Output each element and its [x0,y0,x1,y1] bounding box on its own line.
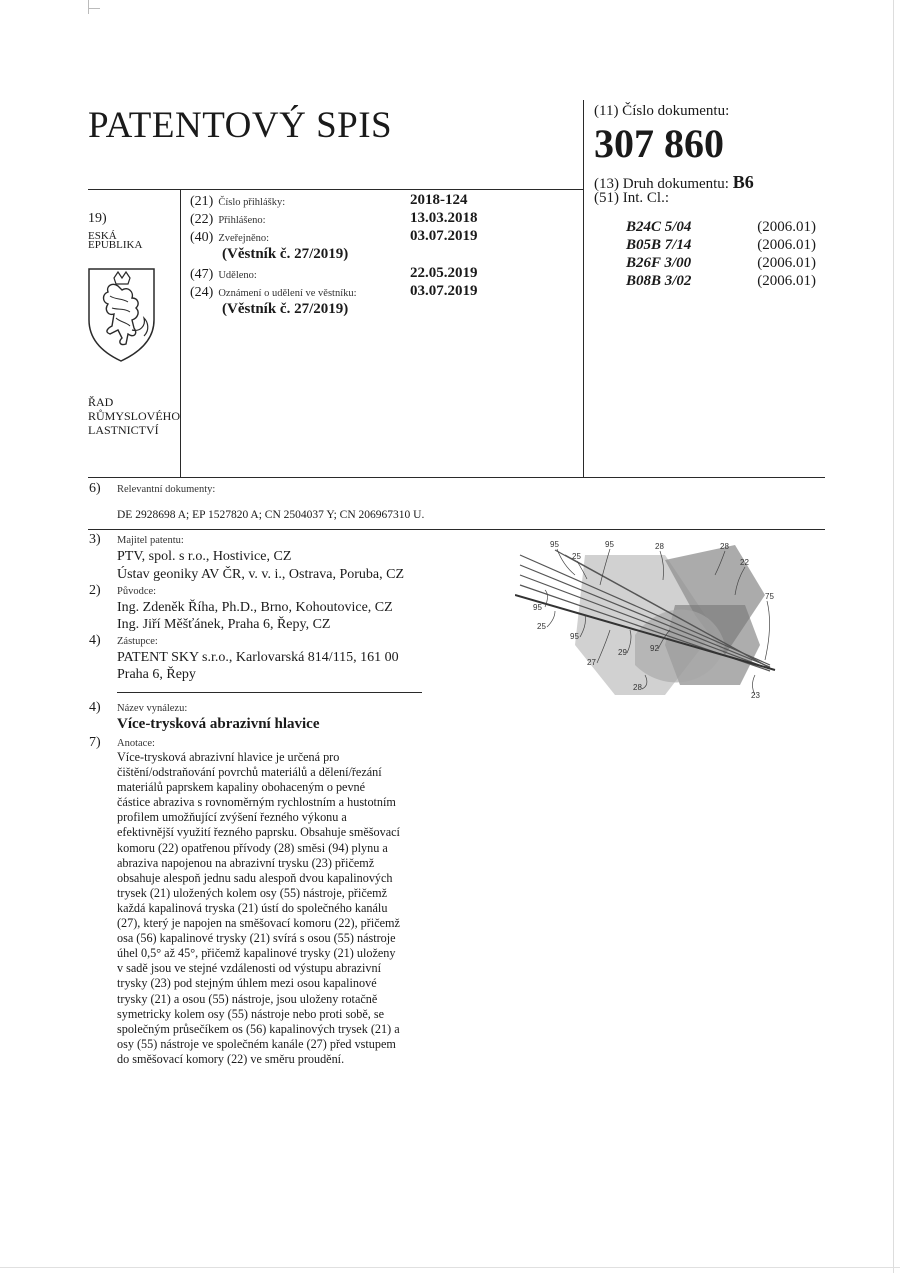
abstract-line: úhel 0,5° až 45°, přičemž kapalinové trysky (21) uloženy [117,946,396,961]
classification-code: B24C 5/04 [626,219,692,235]
doc-type: B6 [732,172,754,192]
grant-notice-bulletin: (Věstník č. 27/2019) [222,301,349,317]
biblio-code: (21) [190,194,214,209]
classification-row [626,219,816,236]
biblio-label: Uděleno: [218,270,257,281]
abstract-line: materiálů paprskem kapaliny obohaceným o pevné [117,780,366,795]
grant-date: 22.05.2019 [410,265,478,281]
office-line-2: RŮMYSLOVÉHO [88,409,181,423]
classification-year: (2006.01) [757,237,816,253]
figure-reference-label: 92 [650,644,659,653]
scan-mark [88,0,89,14]
inventor-label: Původce: [117,586,157,597]
classification-row [626,237,816,254]
figure-reference-label: 28 [720,542,729,551]
figure-reference-label: 25 [572,552,581,561]
filing-date: 13.03.2018 [410,210,478,226]
classification-code: B05B 7/14 [626,237,692,253]
biblio-label: Oznámení o udělení ve věstníku: [218,288,357,299]
agent-line: PATENT SKY s.r.o., Karlovarská 814/115, 161 00 [117,650,399,665]
classification-code: B26F 3/00 [626,255,692,271]
abstract-line: společným průsečíkem os (56) kapalinových trysek (21) a [117,1021,400,1036]
country-code: 19) [88,211,107,226]
biblio-top-rule [88,189,583,190]
abstract-line: trysky (21) a osou (55) nástroje, jsou uloženy rotačně [117,991,378,1006]
abstract-line: osa (56) kapalinové trysky (21) svírá s osou (55) nástroje [117,931,396,946]
biblio-code: (22) [190,212,214,227]
int-cl-label: (51) Int. Cl.: [594,190,669,206]
abstract-line: v sadě jsou ve stejné vzdálenosti od výstupu abrazivní [117,961,382,976]
scan-edge [0,1267,900,1268]
figure-reference-label: 95 [605,540,614,549]
classification-row [626,273,816,290]
figure-reference-label: 25 [537,622,546,631]
biblio-label: Přihlášeno: [218,215,266,226]
figure-reference-label: 22 [740,558,749,567]
agent-rule [117,692,422,693]
biblio-row-22 [190,212,266,228]
abstract-line: obsahuje alespoň jednu sadu alespoň dvou kapalinových [117,870,393,885]
coat-of-arms-emblem [88,268,156,367]
figure-reference-label: 23 [751,691,760,700]
country-line-2: EPUBLIKA [88,239,143,251]
biblio-row-40 [190,230,269,246]
abstract-line: symetricky kolem osy (55) nástroje nebo proti sobě, se [117,1006,385,1021]
header-divider [583,100,584,477]
doc-number: 307 860 [594,121,724,166]
figure-reference-label: 27 [587,658,596,667]
abstract-label: Anotace: [117,738,155,749]
agent-num: 4) [89,633,101,648]
agent-line: Praha 6, Řepy [117,667,196,682]
abstract-line: osy (55) nástroje ve společném kanále (27) před vstupem [117,1036,396,1051]
biblio-code: (47) [190,267,214,282]
grant-notice-date: 03.07.2019 [410,283,478,299]
figure-reference-label: 29 [618,648,627,657]
invention-label: Název vynálezu: [117,703,188,714]
abstract-line: trysky (23) pod stejným úhlem mezi osou kapalinové [117,976,377,991]
figure-reference-label: 28 [633,683,642,692]
abstract-line: abraziva napojenou na abrazivní trysku (23) přičemž [117,855,375,870]
biblio-row-24 [190,285,357,301]
abstract-line: (27), který je napojen na směšovací komoru (22), přičemž [117,916,400,931]
country-line-1: ESKÁ [88,230,117,242]
figure-reference-label: 75 [765,592,774,601]
publication-bulletin: (Věstník č. 27/2019) [222,246,349,262]
relevant-label: Relevantní dokumenty: [117,484,216,495]
abstract-text [117,750,432,1067]
scan-edge [893,0,894,1273]
abstract-line: trysek (21) uložených kolem osy (55) nástroje, přičemž [117,885,388,900]
agent-label: Zástupce: [117,636,158,647]
office-line-1: ŘAD [88,395,114,409]
figure-reference-label: 95 [570,632,579,641]
abstract-line: každá kapalinová tryska (21) ústí do společného kanálu [117,900,388,915]
classification-year: (2006.01) [757,273,816,289]
abstract-line: do směšovací komory (22) ve směru proudění. [117,1051,345,1066]
owner-line: Ústav geoniky AV ČR, v. v. i., Ostrava, Poruba, CZ [117,567,404,582]
biblio-label: Zveřejněno: [218,233,270,244]
inventor-line: Ing. Jiří Měšťánek, Praha 6, Řepy, CZ [117,617,331,632]
document-title: PATENTOVÝ SPIS [88,105,393,146]
owner-label: Majitel patentu: [117,535,184,546]
doc-number-label: (11) Číslo dokumentu: [594,103,730,119]
relevant-num: 6) [89,481,101,496]
classification-code: B08B 3/02 [626,273,692,289]
abstract-line: Více-trysková abrazivní hlavice je určená pro [117,750,340,764]
application-number: 2018-124 [410,192,468,208]
figure-reference-label: 28 [655,542,664,551]
abstract-line: čištění/odstraňování povrchů materiálů a dělení/řezání [117,765,382,780]
invention-title: Více-trysková abrazivní hlavice [117,716,320,732]
classification-year: (2006.01) [757,255,816,271]
biblio-row-47 [190,267,257,283]
biblio-row-21 [190,194,285,210]
biblio-code: (40) [190,230,214,245]
classification-row [626,255,816,272]
figure-leader-line [547,611,555,627]
biblio-left-divider [180,189,181,477]
owner-num: 3) [89,532,101,547]
publication-date: 03.07.2019 [410,228,478,244]
abstract-line: komoru (22) opatřenou přívody (28) směsi (94) plynu a [117,840,388,855]
abstract-line: částice abraziva s rovnoměrným rychlostním a hustotním [117,795,396,810]
biblio-label: Číslo přihlášky: [218,197,286,208]
inventor-line: Ing. Zdeněk Říha, Ph.D., Brno, Kohoutovice, CZ [117,600,393,615]
biblio-bottom-rule [88,477,825,478]
office-line-3: LASTNICTVÍ [88,423,159,437]
figure-reference-label: 95 [550,540,559,549]
figure-leader-line [765,601,770,660]
relevant-rule [88,529,825,530]
doc-type-label: (13) Druh dokumentu: [594,176,729,192]
patent-figure [515,535,785,705]
abstract-num: 7) [89,735,101,750]
figure-reference-label: 95 [533,603,542,612]
scan-mark [88,8,100,9]
invention-num: 4) [89,700,101,715]
relevant-documents: DE 2928698 A; EP 1527820 A; CN 2504037 Y; CN 206967310 U. [117,509,425,521]
biblio-code: (24) [190,285,214,300]
abstract-line: profilem umožňující zvýšení řezného výkonu a [117,810,347,825]
owner-line: PTV, spol. s r.o., Hostivice, CZ [117,549,292,564]
inventor-num: 2) [89,583,101,598]
abstract-line: efektivnější využití řezného paprsku. Obsahuje směšovací [117,825,400,840]
classification-year: (2006.01) [757,219,816,235]
